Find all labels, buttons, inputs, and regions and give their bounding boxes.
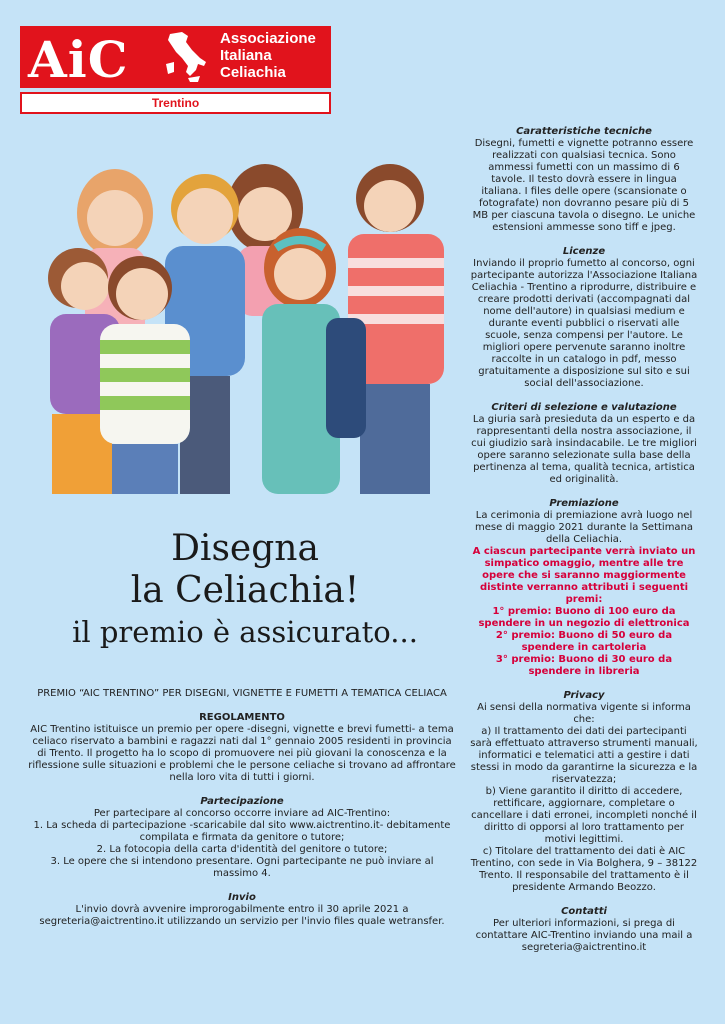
invio-heading: Invio [228,892,256,903]
invio-text: L'invio dovrà avvenire improrogabilmente entro il 30 aprile 2021 a segreteria@aictrentino.it utilizzando un servizio per l'invio files quale wetransfer. [39,904,445,927]
privacy-intro: Ai sensi della normativa vigente si informa che: [477,702,691,725]
prize-item: 3° premio: Buono di 30 euro da spendere in libreria [495,654,673,677]
premiazione-heading: Premiazione [549,498,619,509]
logo-line1: Associazione [220,30,316,47]
title-line1: Disegna [171,528,319,569]
contatti-section [470,906,698,954]
regolamento-text: AIC Trentino istituisce un premio per opere -disegni, vignette e brevi fumetti- a tema celiaco riservato a bambini e ragazzi nati dal 1° gennaio 2005 residenti in provincia di Trento. Il progetto ha lo scopo di promuovere nei più giovani la conoscenza e la riflessione sulle situazioni e problemi che le persone celiache si trovano ad affrontare nella loro vita di tutti i giorni. [28,724,456,783]
privacy-heading: Privacy [563,690,605,701]
criteri-text: La giuria sarà presieduta da un esperto e da rappresentanti della nostra associazione, il cui giudizio sarà insindacabile. Le tre migliori opere saranno selezionate sulla base della pertinenza al tema, qualità tecnica, artistica ed originalità. [471,414,697,485]
partecipazione-intro: Per partecipare al concorso occorre inviare ad AIC-Trentino: [93,808,391,819]
italy-map-icon [160,30,212,84]
privacy-item: b) Viene garantito il diritto di accedere, rettificare, aggiornare, completare o cancellare i dati erronei, incompleti nonché il diritto di opporsi al loro trattamento per motivi legittimi. [471,786,697,845]
prize-item: 1° premio: Buono di 100 euro da spendere in un negozio di elettronica [478,606,690,629]
caratteristiche-section [470,126,698,234]
partecipazione-heading: Partecipazione [200,796,284,807]
prize-item: 2° premio: Buono di 50 euro da spendere in cartoleria [495,630,673,653]
licenze-section [470,246,698,390]
caratteristiche-text: Disegni, fumetti e vignette potranno essere realizzati con qualsiasi tecnica. Sono ammessi fumetti con un massimo di 6 tavole. Il testo dovrà essere in lingua italiana. I files delle opere (scansionate o fotografate) non dovranno pesare più di 5 MB per ciascuna tavola o disegno. Le uniche estensioni ammesse sono tiff e jpeg. [472,138,696,233]
title-line2: la Celiachia! [130,570,360,611]
partecipazione-item: 1. La scheda di partecipazione -scaricabile dal sito www.aictrentino.it- debitamente compilata e firmata da genitore o tutore; [33,820,451,843]
criteri-section [470,402,698,486]
logo-text [220,30,316,81]
premiazione-text: La cerimonia di premiazione avrà luogo nel mese di maggio 2021 durante la Settimana della Celiachia. [474,510,694,545]
premiazione-red-intro: A ciascun partecipante verrà inviato un simpatico omaggio, mentre alle tre opere che si saranno maggiormente distinte verranno attributi i seguenti premi: [472,546,696,605]
logo-line2: Italiana [220,47,272,64]
regolamento-heading: REGOLAMENTO [199,712,285,723]
caratteristiche-heading: Caratteristiche tecniche [516,126,652,137]
subtitle: PREMIO “AIC TRENTINO” PER DISEGNI, VIGNETTE E FUMETTI A TEMATICA CELIACA [37,688,447,699]
partecipazione-section [28,796,456,880]
partecipazione-item: 2. La fotocopia della carta d'identità del genitore o tutore; [96,844,388,855]
contatti-text: Per ulteriori informazioni, si prega di contattare AIC-Trentino inviando una mail a segreteria@aictrentino.it [475,918,693,953]
children-illustration [30,128,450,494]
logo-aic: AiC [28,30,129,89]
privacy-item: a) Il trattamento dei dati dei partecipanti sarà effettuato attraverso strumenti manuali, informatici e telematici atti a gestire i dati stessi in modo da garantirne la sicurezza e la riservatezza; [470,726,698,785]
partecipazione-item: 3. Le opere che si intendono presentare. Ogni partecipante ne può inviare al massimo 4. [50,856,434,879]
title-line3: il premio è assicurato... [72,615,418,649]
licenze-heading: Licenze [562,246,606,257]
privacy-item: c) Titolare del trattamento dei dati è AIC Trentino, con sede in Via Bolghera, 9 – 38122 Trento. Il responsabile del trattamento è il presidente Armando Beozzo. [470,846,698,893]
licenze-text: Inviando il proprio fumetto al concorso, ogni partecipante autorizza l'Associazione Italiana Celiachia - Trentino a riprodurre, distribuire e creare prodotti derivati (accompagnati dal nome dell'autore) in qualsiasi medium e durante eventi pubblici o riservati alle scuole, senza compensi per l'autore. Le migliori opere pervenute saranno inoltre raccolte in un catalogo in pdf, messo gratuitamente a disposizione sul sito e sui social dell'associazione. [470,258,698,389]
privacy-section [470,690,698,894]
premiazione-section [470,498,698,678]
aic-logo [20,26,331,88]
main-title [40,528,450,652]
regolamento-section [28,712,456,784]
contatti-heading: Contatti [561,906,607,917]
region-label: Trentino [20,92,331,114]
left-column [28,688,456,940]
logo-line3: Celiachia [220,64,286,81]
right-column [470,126,698,966]
invio-section [28,892,456,928]
criteri-heading: Criteri di selezione e valutazione [491,402,677,413]
